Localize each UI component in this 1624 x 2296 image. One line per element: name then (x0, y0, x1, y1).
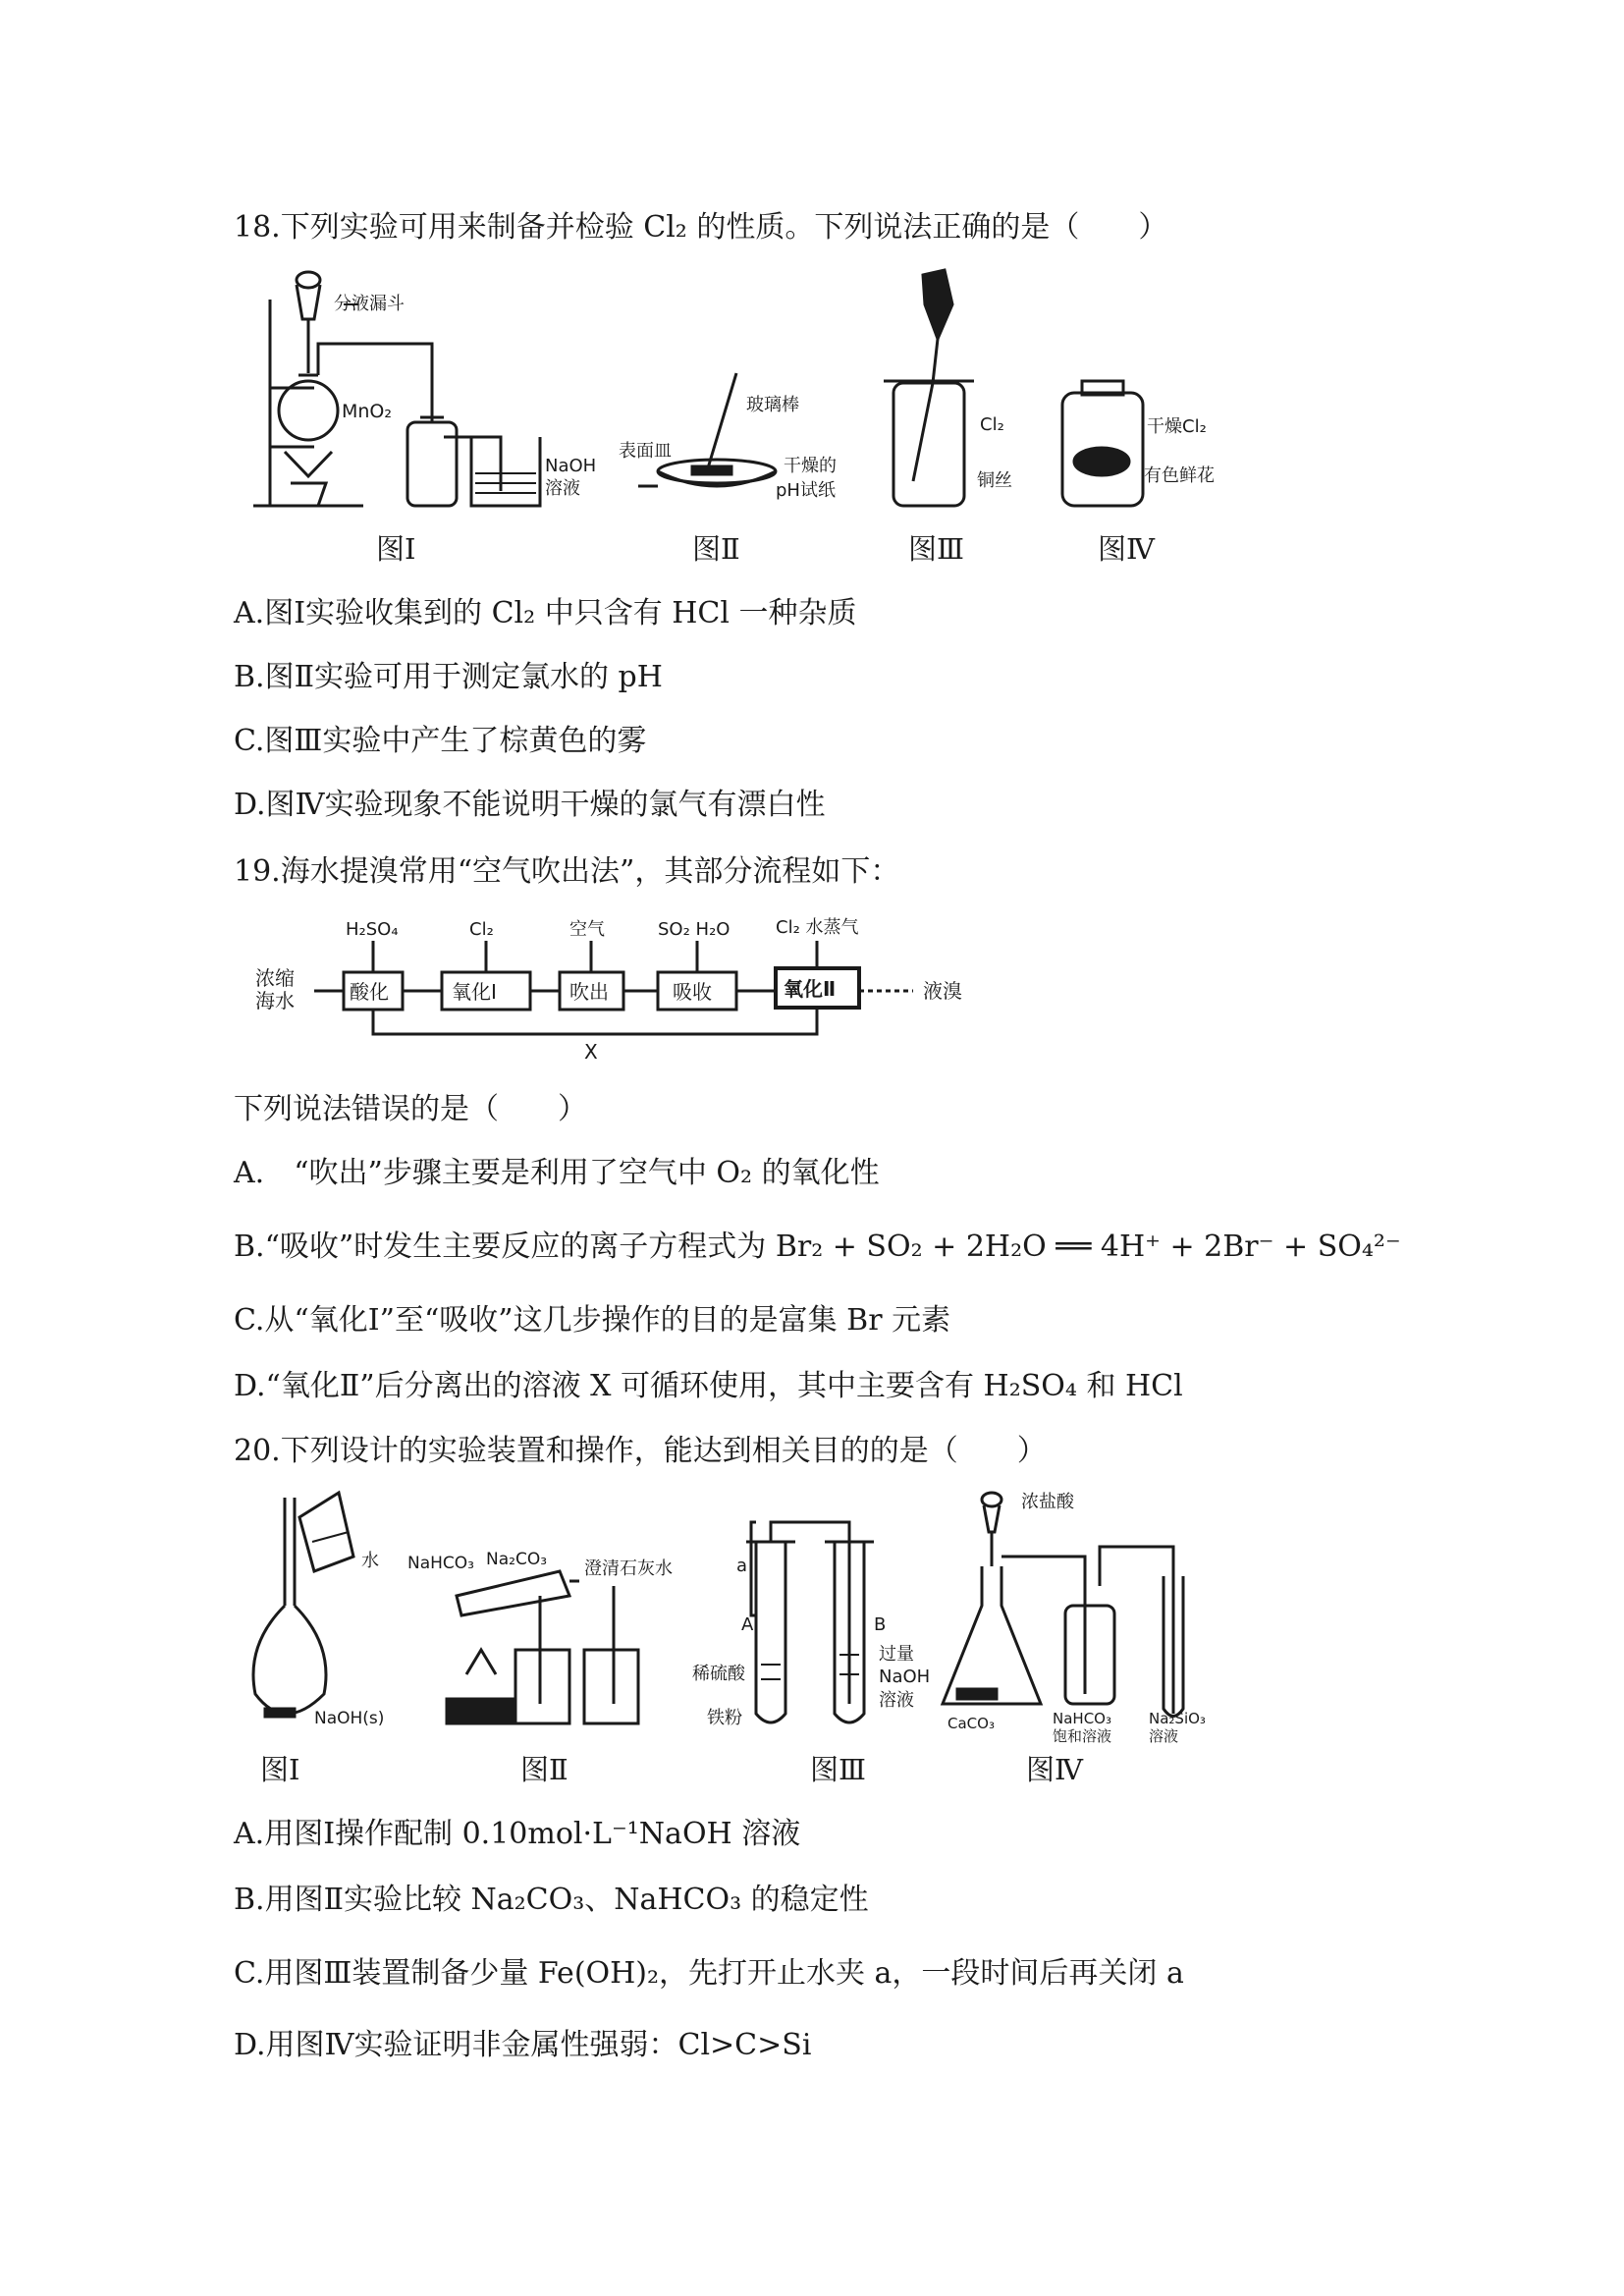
q20-label-clamp-a: a (736, 1556, 748, 1576)
q19-flow-step-2: 氧化Ⅰ (452, 980, 497, 1004)
q19-flow-step-5: 氧化Ⅱ (784, 977, 837, 1001)
q19-flow-reagent-2: Cl₂ (469, 919, 494, 940)
q19-option-c: C.从“氧化Ⅰ”至“吸收”这几步操作的目的是富集 Br 元素 (234, 1303, 951, 1338)
q19-option-b-text: B.“吸收”时发生主要反应的离子方程式为 (234, 1230, 767, 1264)
q19-flow-step-3: 吹出 (569, 980, 609, 1004)
q18-label-dry-ph-2: pH试纸 (776, 480, 836, 501)
q20-label-nahco3-sat-1: NaHCO₃ (1053, 1710, 1111, 1727)
q20-fig4-acid-strength-setup (943, 1493, 1183, 1717)
q19-flow-input-2: 海水 (255, 989, 295, 1012)
q20-label-excess-3: 溶液 (879, 1690, 914, 1711)
q19-flow-reagent-3: 空气 (569, 919, 605, 940)
q19-flow-output: 液溴 (923, 979, 962, 1003)
q19-flow-diagram (245, 911, 992, 1068)
q20-label-tube-a: A (741, 1614, 754, 1635)
q20-fig2-heating-tubes (447, 1571, 638, 1723)
q20-stem: 20.下列设计的实验装置和操作，能达到相关目的的是（ ） (234, 1434, 1047, 1468)
q18-caption-fig2: 图Ⅱ (692, 532, 740, 566)
q20-fig1-volumetric-flask (253, 1493, 353, 1717)
q18-option-a: A.图Ⅰ实验收集到的 Cl₂ 中只含有 HCl 一种杂质 (234, 596, 857, 630)
q20-option-d: D.用图Ⅳ实验证明非金属性强弱：Cl>C>Si (234, 2028, 812, 2062)
q20-label-na2sio3-1: Na₂SiO₃ (1149, 1710, 1206, 1727)
q19-flow-reagent-4: SO₂ H₂O (658, 919, 731, 940)
q20-caption-fig4: 图Ⅳ (1026, 1753, 1083, 1786)
q20-label-caco3: CaCO₃ (947, 1715, 995, 1732)
q18-fig4-gas-bottle (1062, 381, 1143, 506)
q19-option-b-equation: Br₂ + SO₂ + 2H₂O ══ 4H⁺ + 2Br⁻ + SO₄²⁻ (775, 1230, 1401, 1264)
q18-label-glass-rod: 玻璃棒 (746, 395, 799, 415)
q20-caption-fig3: 图Ⅲ (810, 1753, 866, 1786)
q19-stem: 19.海水提溴常用“空气吹出法”，其部分流程如下： (234, 854, 900, 889)
q19-prompt: 下列说法错误的是（ ） (234, 1092, 587, 1126)
q20-label-excess-1: 过量 (879, 1644, 914, 1665)
q20-label-limewater: 澄清石灰水 (584, 1558, 673, 1579)
q18-fig2-watch-glass (638, 373, 776, 486)
q18-label-fresh-flower: 有色鲜花 (1144, 465, 1215, 486)
q19-flow-step-4: 吸收 (673, 980, 712, 1004)
q20-label-naoh-s: NaOH(s) (314, 1709, 385, 1728)
q20-label-nahco3-sat-2: 饱和溶液 (1053, 1727, 1112, 1743)
q18-caption-fig4: 图Ⅳ (1098, 532, 1155, 566)
q20-caption-fig2: 图Ⅱ (520, 1753, 568, 1786)
q19-option-d: D.“氧化Ⅱ”后分离出的溶液 X 可循环使用，其中主要含有 H₂SO₄ 和 HCl (234, 1369, 1183, 1403)
q18-stem: 18.下列实验可用来制备并检验 Cl₂ 的性质。下列说法正确的是（ ） (234, 210, 1168, 245)
q18-option-c: C.图Ⅲ实验中产生了棕黄色的雾 (234, 724, 647, 758)
q19-flow-reagent-5: Cl₂ 水蒸气 (776, 917, 859, 938)
q18-option-d: D.图Ⅳ实验现象不能说明干燥的氯气有漂白性 (234, 788, 826, 822)
q20-label-tube-b: B (874, 1614, 887, 1635)
q20-label-water: 水 (361, 1551, 379, 1571)
q18-label-separatory-funnel: 分液漏斗 (334, 294, 405, 314)
q20-caption-fig1: 图Ⅰ (260, 1753, 300, 1786)
q18-caption-fig3: 图Ⅲ (908, 532, 964, 566)
q18-label-dry-ph-1: 干燥的 (784, 456, 837, 476)
q19-flow-reagent-1: H₂SO₄ (346, 919, 399, 940)
q18-fig3-gas-bottle (884, 270, 974, 506)
q20-label-dilute-h2so4: 稀硫酸 (692, 1664, 745, 1684)
q20-label-iron-powder: 铁粉 (707, 1708, 742, 1728)
q20-label-na2co3: Na₂CO₃ (486, 1550, 548, 1569)
q20-fig3-test-tubes (746, 1522, 874, 1722)
q18-label-watch-glass: 表面皿 (619, 441, 672, 462)
q20-label-na2sio3-2: 溶液 (1149, 1727, 1179, 1743)
q20-label-excess-2: NaOH (879, 1667, 931, 1687)
q19-flow-recycle: X (584, 1040, 598, 1064)
q19-option-b (234, 1228, 1401, 1267)
q18-label-mno2: MnO₂ (342, 401, 393, 422)
q20-label-nahco3: NaHCO₃ (407, 1554, 474, 1573)
q19-flow-step-1: 酸化 (350, 980, 389, 1004)
q19-flow-input-1: 浓缩 (255, 966, 295, 990)
q18-apparatus-figures (245, 265, 1247, 520)
q18-label-dry-cl2: 干燥Cl₂ (1147, 416, 1207, 437)
q18-label-cl2: Cl₂ (980, 414, 1004, 435)
q19-option-a: A. “吹出”步骤主要是利用了空气中 O₂ 的氧化性 (234, 1156, 880, 1190)
q18-label-naoh-1: NaOH (545, 456, 597, 476)
q18-caption-fig1: 图Ⅰ (376, 532, 416, 566)
q18-label-naoh-2: 溶液 (545, 478, 580, 499)
q20-option-c: C.用图Ⅲ装置制备少量 Fe(OH)₂，先打开止水夹 a，一段时间后再关闭 a (234, 1956, 1184, 1991)
q20-label-conc-hcl: 浓盐酸 (1021, 1492, 1074, 1512)
q20-option-b: B.用图Ⅱ实验比较 Na₂CO₃、NaHCO₃ 的稳定性 (234, 1883, 869, 1917)
q18-label-copper-wire: 铜丝 (977, 470, 1012, 491)
q18-option-b: B.图Ⅱ实验可用于测定氯水的 pH (234, 660, 663, 694)
q20-apparatus-figures (245, 1488, 1218, 1743)
q20-option-a: A.用图Ⅰ操作配制 0.10mol·L⁻¹NaOH 溶液 (234, 1817, 801, 1851)
